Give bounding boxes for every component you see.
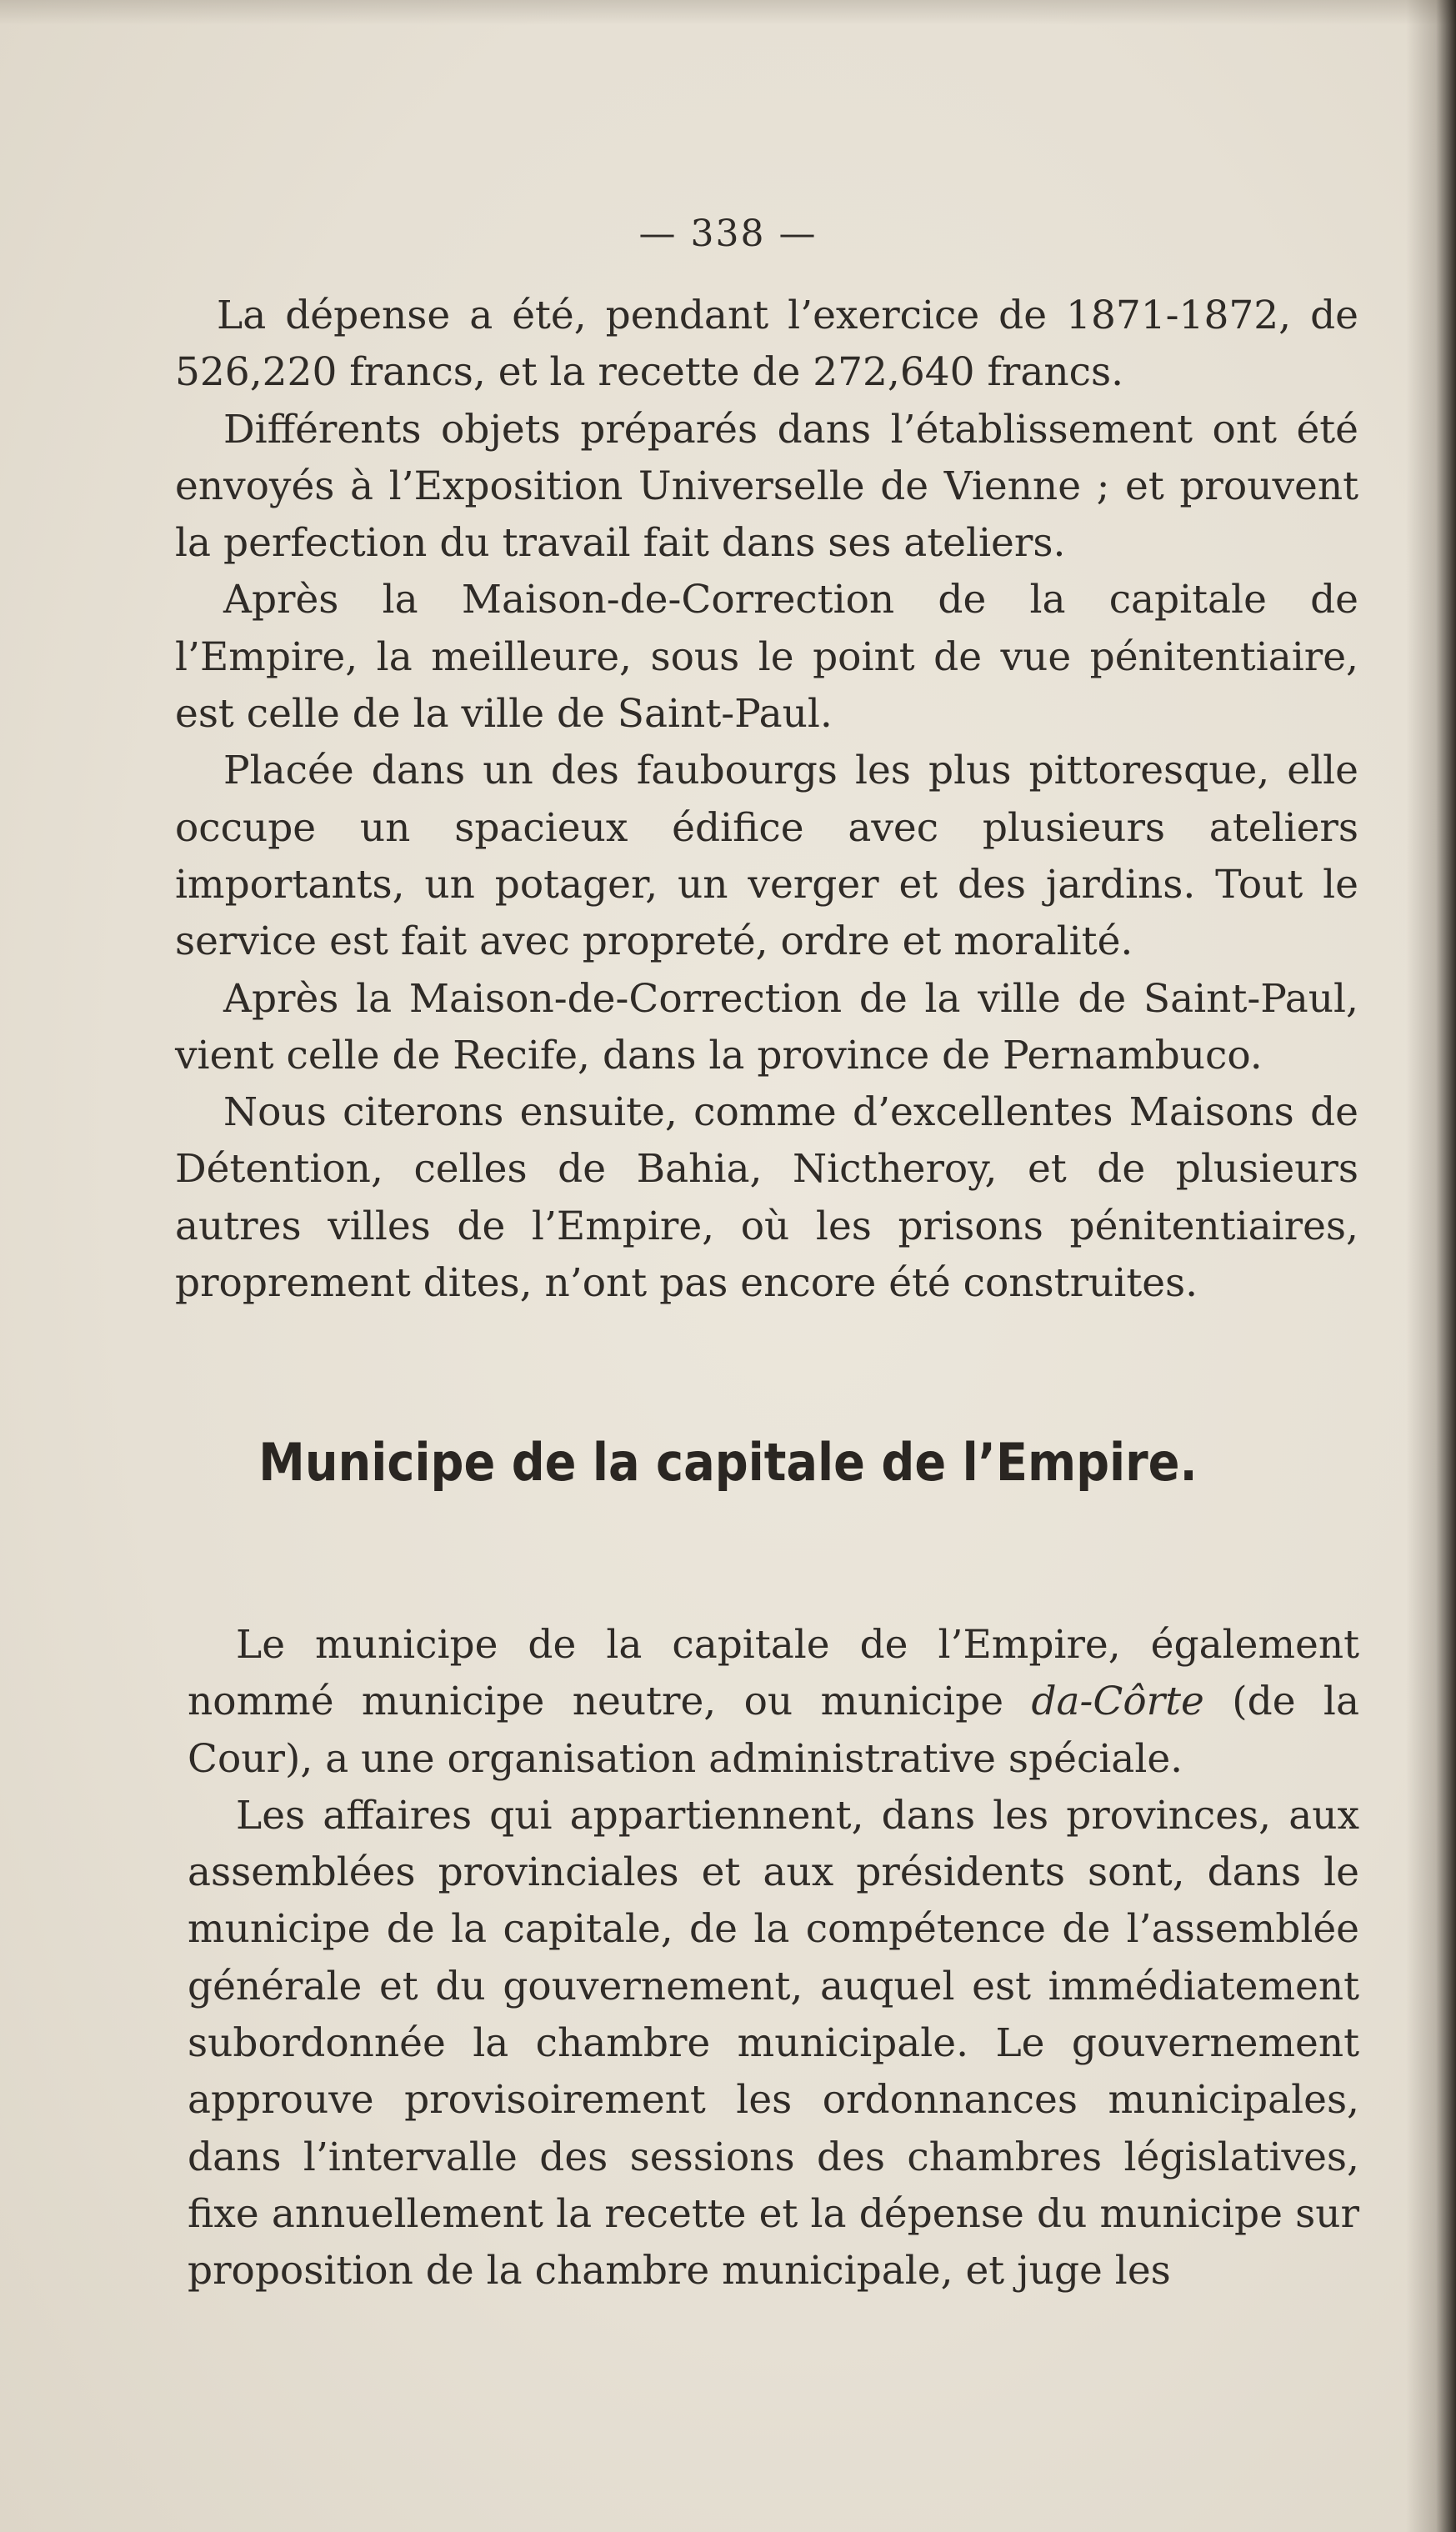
paragraph-saint-paul: Après la Maison-de-Correction de la capitale de l’Empire, la meilleure, sous le point de vue pénitentiaire, est celle de la ville de Saint-Paul. xyxy=(175,577,1358,738)
paragraph-detention-houses: Nous citerons ensuite, comme d’excellentes Maisons de Détention, celles de Bahia, Nictheroy, et de plusieurs autres villes de l’Empire, où les prisons pénitentiaires, proprement dites, n’ont pas encore été construites. xyxy=(175,1089,1358,1307)
paragraph-municipe-affairs: Les affaires qui appartiennent, dans les provinces, aux assemblées provinciales et aux présidents sont, dans le municipe de la capitale, de la compétence de l’assemblée générale et du gouvernement, auquel est immédiatement subordonnée la chambre municipale. Le gouvernement approuve provisoirement les ordonnances municipales, dans l’intervalle des sessions des chambres législatives, fixe annuellement la recette et la dépense du municipe sur proposition de la chambre municipale, et juge les xyxy=(188,1792,1359,2294)
municipe-intro-start: Le municipe de la capitale de l’Empire, également nommé municipe neutre, ou municipe xyxy=(188,1622,1359,1725)
paragraph-expense: La dépense a été, pendant l’exercice de 1871-1872, de 526,220 francs, et la recette de 272,640 francs. xyxy=(175,293,1358,396)
paragraph-faubourgs: Placée dans un des faubourgs les plus pittoresque, elle occupe un spacieux édifice avec plusieurs ateliers importants, un potager, un verger et des jardins. Tout le service est fait avec propreté, ordre et moralité. xyxy=(175,748,1358,965)
paragraph-recife: Après la Maison-de-Correction de la ville de Saint-Paul, vient celle de Recife, dans la province de Pernambuco. xyxy=(175,975,1358,1078)
paragraph-vienna-exposition: Différents objets préparés dans l’établissement ont été envoyés à l’Exposition Universelle de Vienne ; et prouvent la perfection du travail fait dans ses ateliers. xyxy=(175,406,1358,567)
section-one-text xyxy=(175,288,1358,1312)
page-top-edge xyxy=(0,0,1456,25)
municipe-intro-end: (de la Cour), a une organisation administrative spéciale. xyxy=(188,1679,1359,1782)
page-number: — 338 — xyxy=(638,213,818,255)
municipe-italic-term: da-Côrte xyxy=(1031,1679,1204,1725)
section-two-text xyxy=(188,1617,1359,2300)
paragraph-municipe-intro xyxy=(188,1617,1359,1788)
page-gutter-shadow xyxy=(1406,0,1456,2532)
section-heading: Municipe de la capitale de l’Empire. xyxy=(258,1432,1198,1493)
